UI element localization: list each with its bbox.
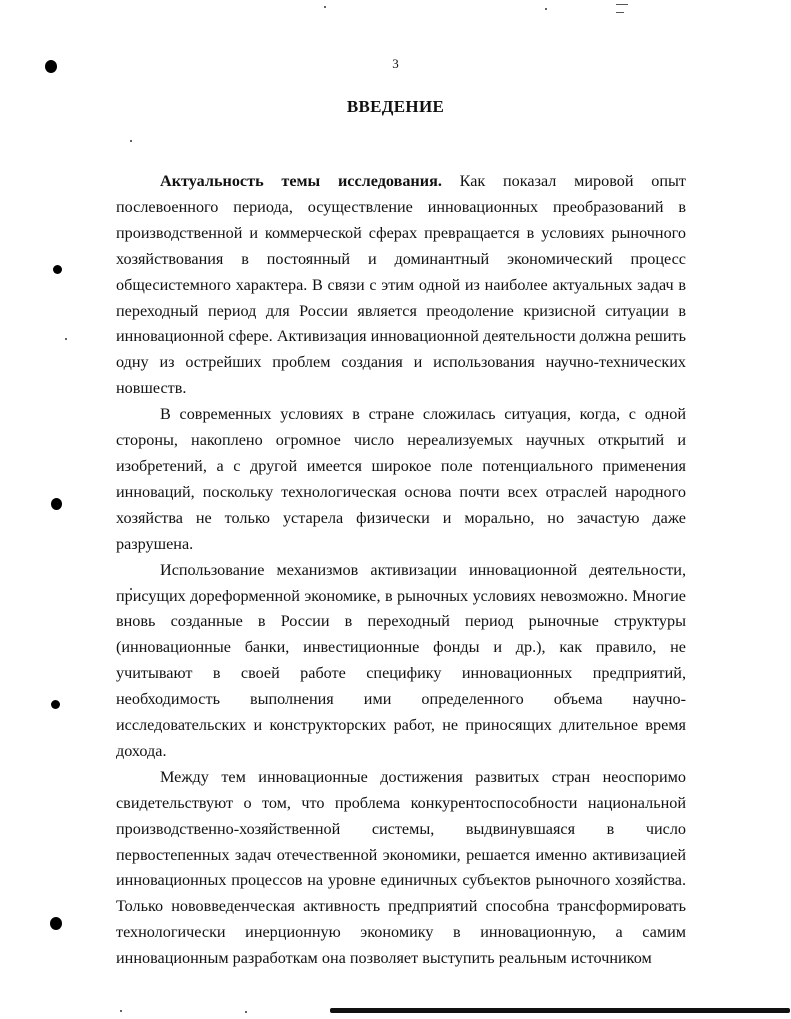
page-number: 3	[392, 56, 399, 71]
scan-speck	[245, 1011, 247, 1013]
paragraph: В современных условиях в стране сложилась ситуация, когда, с одной стороны, накоплено огромное число нереализуемых научных открытий и изобретений, а с другой имеется широкое поле потенциального применения инноваций, поскольку технологическая основа почти всех отраслей народного хозяйства не только устарела физически и морально, но зачастую даже разрушена.	[116, 405, 686, 553]
punch-hole-mark	[53, 265, 62, 274]
scan-line	[616, 4, 628, 5]
scan-speck	[120, 1010, 122, 1012]
scan-speck	[65, 338, 67, 340]
punch-hole-mark	[50, 917, 62, 930]
scan-speck	[545, 8, 547, 10]
scan-edge-bar	[330, 1008, 790, 1013]
scan-line	[616, 12, 624, 13]
document-body	[116, 169, 686, 972]
scan-speck	[324, 6, 326, 8]
page-title: ВВЕДЕНИЕ	[346, 97, 445, 116]
punch-hole-mark	[51, 700, 60, 709]
punch-hole-mark	[51, 498, 62, 510]
paragraph-text: Как показал мировой опыт послевоенного периода, осуществление инновационных преобразований в производственной и коммерческой сферах превращается в условиях рыночного хозяйствования в постоянный и доминантный экономический процесс общесистемного характера. В связи с этим одной из наиболее актуальных задач в переходный период для России является преодоление кризисной ситуации в инновационной сфере. Активизация инновационной деятельности должна решить одну из острейших проблем создания и использования научно-технических новшеств.	[116, 172, 686, 398]
paragraph: Использование механизмов активизации инновационной деятельности, присущих дореформенной экономике, в рыночных условиях невозможно. Многие вновь созданные в России в переходный период рыночные структуры (инновационные банки, инвестиционные фонды и др.), как правило, не учитывают в своей работе специфику инновационных предприятий, необходимость выполнения ими определенного объема научно-исследовательских и конструкторских работ, не приносящих длительное время дохода.	[116, 560, 686, 760]
paragraph: Между тем инновационные достижения развитых стран неоспоримо свидетельствуют о том, что проблема конкурентоспособности национальной производственно-хозяйственной системы, выдвинувшаяся в число первостепенных задач отечественной экономики, решается именно активизацией инновационных процессов на уровне единичных субъектов рыночного хозяйства. Только нововведенческая активность предприятий способна трансформировать технологически инерционную экономику в инновационную, а самим инновационным разработкам она позволяет выступить реальным источником	[116, 767, 686, 968]
paragraph-lead: Актуальность темы исследования.	[160, 172, 442, 190]
scan-speck	[130, 140, 132, 142]
paragraph-relevance	[116, 169, 686, 402]
